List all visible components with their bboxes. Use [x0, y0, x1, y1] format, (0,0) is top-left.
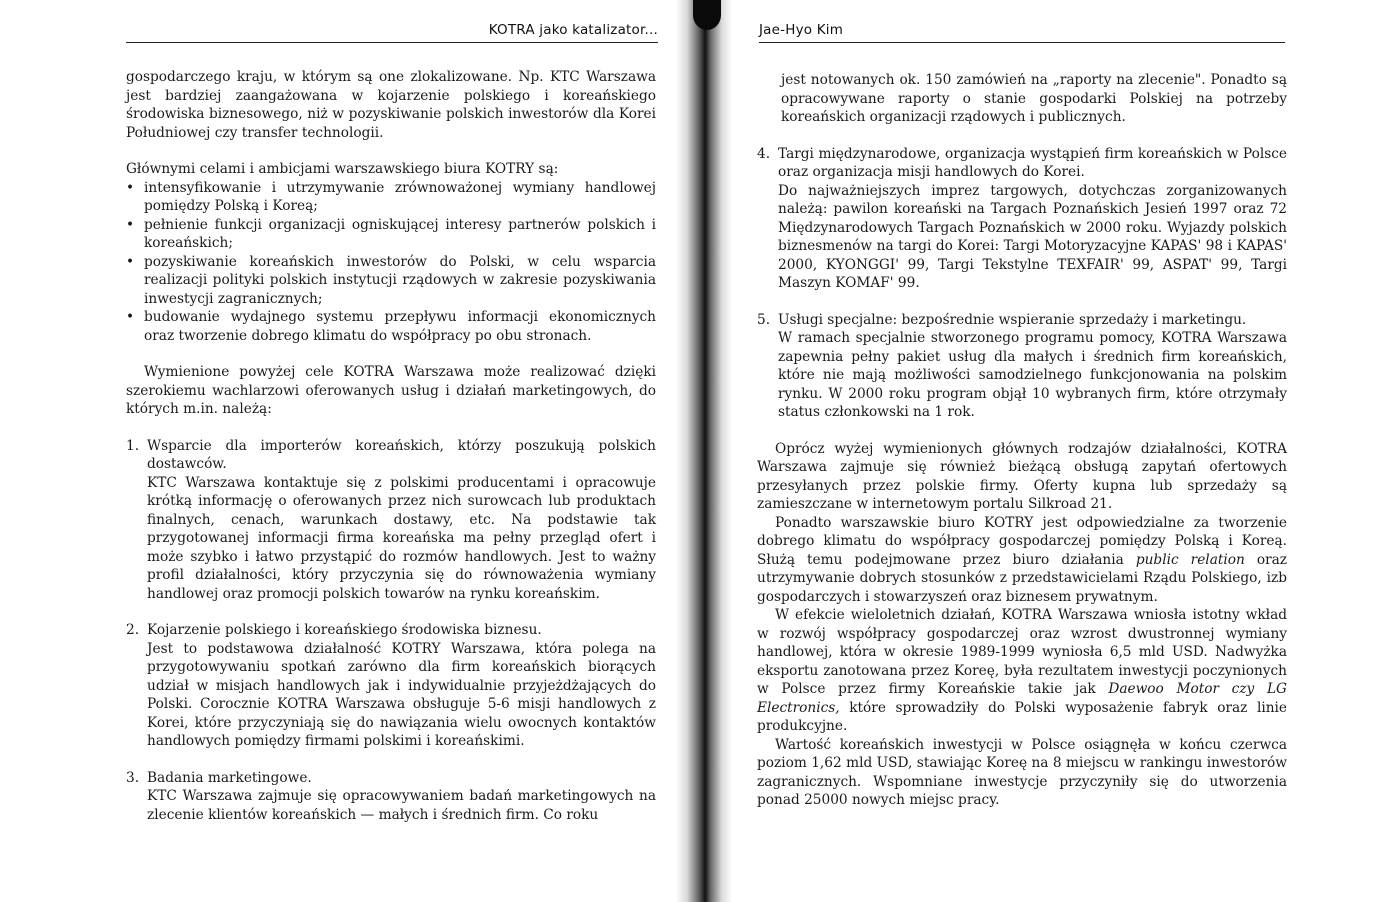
services-lead: Wymienione powyżej cele KOTRA Warszawa może realizować dzięki szerokiemu wachlarzowi oferowanych usług i działań marketingowych, do których m.in. należą: — [126, 364, 656, 417]
text-run: Ponadto warszawskie biuro KOTRY jest odpowiedzialne za tworzenie dobrego klimatu do współpracy gospodarczej pomiędzy Polską i Koreą. Służą temu podejmowane przez biuro działania — [757, 514, 1287, 568]
goal-item: • intensyfikowanie i utrzymywanie zrównoważonej wymiany handlowej pomiędzy Polską i Koreą; — [126, 179, 656, 216]
left-page-text — [126, 68, 656, 824]
text-run: oraz utrzymywanie dobrych stosunków z przedstawicielami Rządu Polskiego, izb gospodarczych i stowarzyszeń oraz biznesem prywatnym. — [757, 551, 1288, 605]
item-title: Kojarzenie polskiego i koreańskiego środowiska biznesu. — [147, 622, 542, 638]
item-number: 2. — [126, 622, 140, 638]
item-number: 3. — [126, 769, 140, 786]
item-body: Jest to podstawowa działalność KOTRY Warszawa, która polega na przygotowywaniu spotkań zarówno dla firm koreańskich biorących udział w misjach handlowych jak i indywidualnie przyjeżdżających do Polski. Corocznie KOTRA Warszawa obsługuje 5-6 misji handlowych z Korei, które przyczyniają się do nawiązania wielu owocnych kontaktów handlowych pomiędzy firmami polskimi i koreańskimi. — [147, 640, 656, 749]
paragraph-investment-value: Wartość koreańskich inwestycji w Polsce osiągnęła w końcu czerwca poziom 1,62 mld USD, stawiając Koreę na 8 miejscu w rankingu inwestorów zagranicznych. Wspomniane inwestycje przyczyniły się do utworzenia ponad 25000 nowych miejsc pracy. — [757, 736, 1287, 808]
goals-list — [126, 179, 656, 346]
item-title: Wsparcie dla importerów koreańskich, którzy poszukują polskich dostawców. — [147, 437, 656, 472]
goals-lead: Głównymi celami i ambicjami warszawskiego biura KOTRY są: — [126, 161, 559, 177]
item-title: Badania marketingowe. — [147, 769, 312, 786]
emphasis-text: public relation — [1135, 551, 1245, 568]
continuation-paragraph: jest notowanych ok. 150 zamówień na „raporty na zlecenie". Ponadto są opracowywane raporty o stanie gospodarki Polskiej na potrzeby koreańskich organizacji rządowych i publicznych. — [781, 72, 1287, 125]
running-header-right: Jae-Hyo Kim — [759, 22, 1285, 43]
item-title: Usługi specjalne: bezpośrednie wspieranie sprzedaży i marketingu. — [778, 311, 1247, 328]
item-number: 4. — [757, 145, 771, 162]
goal-item: • budowanie wydajnego systemu przepływu informacji ekonomicznych oraz tworzenie dobrego klimatu do współpracy po obu stronach. — [126, 308, 656, 345]
service-item-2 — [126, 621, 656, 751]
binding-clip — [693, 0, 721, 30]
item-body: Do najważniejszych imprez targowych, dotychczas zorganizowanych należą: pawilon koreański na Targach Poznańskich Jesień 1997 oraz 72 Międzynarodowych Targach Poznańskich w 2000 roku. Wyjazdy polskich biznesmenów na targi do Korei: Targi Motoryzacyjne KAPAS' 98 i KAPAS' 2000, KYONGGI' 99, Targi Tekstylne TEXFAIR' 99, ASPAT' 99, Targi Maszyn KOMAF' 99. — [778, 182, 1287, 291]
text-run: W efekcie wieloletnich działań, KOTRA Warszawa wniosła istotny wkład w rozwój współpracy gospodarczej oraz wzrost dwustronnej wymiany handlowej, która w okresie 1989-1999 wyniosła 6,5 mld USD. Nadwyżka eksportu zanotowana przez Koreę, była rezultatem inwestycji poczynionych w Polsce przez firmy Koreańskie takie jak — [757, 607, 1287, 697]
item-number: 1. — [126, 437, 140, 454]
running-header-left: KOTRA jako katalizator... — [126, 22, 658, 43]
item-body: W ramach specjalnie stworzonego programu pomocy, KOTRA Warszawa zapewnia pełny pakiet usług dla małych i średnich firm koreańskich, które nie mają możliwości samodzielnego funkcjonowania na polskim rynku. W 2000 roku program objął 10 wybranych firm, które otrzymały status członkowski na 1 rok. — [778, 330, 1287, 420]
item-number: 5. — [757, 311, 771, 328]
emphasis-text: Daewoo Motor czy LG Electronics, — [757, 681, 1287, 716]
paragraph-effects — [757, 606, 1287, 736]
service-item-3 — [126, 769, 656, 825]
goal-item: • pełnienie funkcji organizacji ogniskującej interesy partnerów polskich i koreańskich; — [126, 216, 656, 253]
service-item-1 — [126, 437, 656, 604]
item-body: KTC Warszawa zajmuje się opracowywaniem badań marketingowych na zlecenie klientów koreańskich — małych i średnich firm. Co roku — [147, 788, 656, 823]
intro-paragraph: gospodarczego kraju, w którym są one zlokalizowane. Np. KTC Warszawa jest bardziej zaangażowana w kojarzenie polskiego i koreańskiego środowiska biznesowego, niż w pozyskiwanie polskich inwestorów dla Korei Południowej czy transfer technologii. — [126, 69, 656, 141]
service-item-5 — [757, 311, 1287, 422]
item-title: Targi międzynarodowe, organizacja wystąpień firm koreańskich w Polsce oraz organizacja misji handlowych do Korei. — [778, 145, 1287, 180]
paragraph-public-relations — [757, 514, 1287, 607]
text-run: które sprowadziły do Polski wyposażenie fabryk oraz linie produkcyjne. — [757, 699, 1287, 734]
service-item-4 — [757, 145, 1287, 293]
goal-item: • pozyskiwanie koreańskich inwestorów do Polski, w celu wsparcia realizacji polityki polskich instytucji rządowych w zakresie pozyskiwania inwestycji zagranicznych; — [126, 253, 656, 309]
item-body: KTC Warszawa kontaktuje się z polskimi producentami i opracowuje krótką informację o oferowanych przez nich surowcach lub produktach finalnych, cenach, warunkach dostawy, etc. Na podstawie tak przygotowanej informacji firma koreańska ma pełny przegląd ofert i może szybko i łatwo przystąpić do rozmów handlowych. Jest to ważny profil działalności, który przyczynia się do równoważenia wymiany handlowej oraz promocji polskich towarów na rynku koreańskim. — [147, 474, 656, 602]
right-page-text — [757, 71, 1287, 810]
paragraph-other-activities: Oprócz wyżej wymienionych głównych rodzajów działalności, KOTRA Warszawa zajmuje się również bieżącą obsługą zapytań ofertowych przesyłanych przez polskie firmy. Oferty kupna lub sprzedaży są zamieszczane w internetowym portalu Silkroad 21. — [757, 440, 1287, 512]
